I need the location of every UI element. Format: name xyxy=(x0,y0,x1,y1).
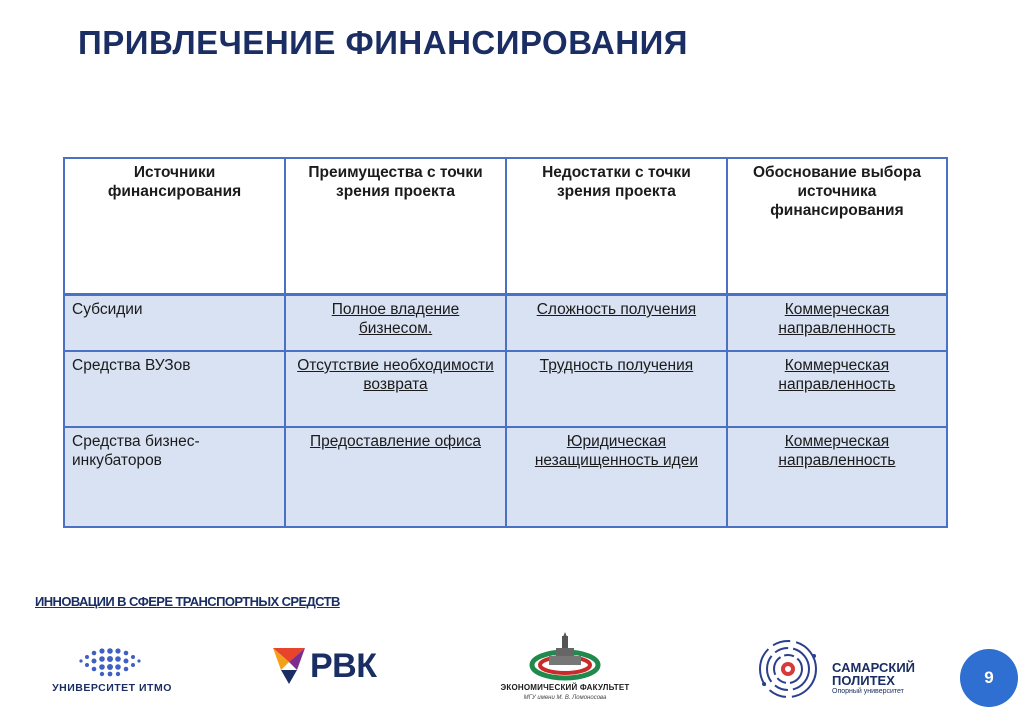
econ-faculty-subtitle: МГУ имени М. В. Ломоносова xyxy=(523,695,607,701)
samara-logo-tagline: Опорный университет xyxy=(832,688,904,695)
samara-logo-name xyxy=(832,661,915,687)
advantage-link[interactable]: Отсутствие необходимости возврата xyxy=(297,357,494,393)
rvk-logo-text: РВК xyxy=(310,647,377,685)
cell-justification[interactable] xyxy=(727,295,947,352)
table-header-row xyxy=(64,158,947,295)
financing-table xyxy=(63,157,948,528)
justification-link[interactable]: Коммерческая направленность xyxy=(778,357,896,393)
cell-advantage[interactable] xyxy=(285,427,506,527)
page-number-badge: 9 xyxy=(960,649,1018,707)
table-row xyxy=(64,351,947,427)
table-row xyxy=(64,427,947,527)
orbit-rings-icon xyxy=(750,636,830,702)
cell-advantage[interactable] xyxy=(285,351,506,427)
msu-building-icon xyxy=(494,632,636,682)
slide-title: ПРИВЛЕЧЕНИЕ ФИНАНСИРОВАНИЯ xyxy=(78,24,689,61)
samara-logo-line1: САМАРСКИЙ xyxy=(832,660,916,675)
cell-advantage[interactable] xyxy=(285,295,506,352)
samara-polytech-logo xyxy=(750,636,930,702)
econ-faculty-title: ЭКОНОМИЧЕСКИЙ ФАКУЛЬТЕТ xyxy=(500,683,630,692)
rvk-logo xyxy=(270,644,392,688)
cell-justification[interactable] xyxy=(727,427,947,527)
cell-disadvantage[interactable] xyxy=(506,351,727,427)
disadvantage-link[interactable]: Трудность получения xyxy=(539,357,694,374)
header-justification: Обоснование выбора источника финансирования xyxy=(727,158,947,295)
itmo-logo xyxy=(47,643,177,695)
rvk-triangle-icon xyxy=(270,644,308,688)
header-disadvantages: Недостатки с точки зрения проекта xyxy=(506,158,727,295)
itmo-dots-icon xyxy=(47,643,177,681)
cell-source: Субсидии xyxy=(64,295,285,352)
table-row xyxy=(64,295,947,352)
cell-source: Средства бизнес-инкубаторов xyxy=(64,427,285,527)
cell-source: Средства ВУЗов xyxy=(64,351,285,427)
justification-link[interactable]: Коммерческая направленность xyxy=(778,301,896,337)
cell-disadvantage[interactable] xyxy=(506,427,727,527)
econ-faculty-logo xyxy=(494,632,636,706)
cell-justification[interactable] xyxy=(727,351,947,427)
advantage-link[interactable]: Полное владение бизнесом. xyxy=(331,301,460,337)
disadvantage-link[interactable]: Юридическая незащищенность идеи xyxy=(534,433,698,469)
header-sources: Источники финансирования xyxy=(64,158,285,295)
disadvantage-link[interactable]: Сложность получения xyxy=(536,301,697,318)
advantage-link[interactable]: Предоставление офиса xyxy=(309,433,482,450)
footer-link[interactable]: ИННОВАЦИИ В СФЕРЕ ТРАНСПОРТНЫХ СРЕДСТВ xyxy=(35,594,340,609)
itmo-logo-text: УНИВЕРСИТЕТ ИТМО xyxy=(52,682,172,694)
samara-logo-line2: ПОЛИТЕХ xyxy=(832,673,895,688)
header-advantages: Преимущества с точки зрения проекта xyxy=(285,158,506,295)
cell-disadvantage[interactable] xyxy=(506,295,727,352)
justification-link[interactable]: Коммерческая направленность xyxy=(778,433,896,469)
